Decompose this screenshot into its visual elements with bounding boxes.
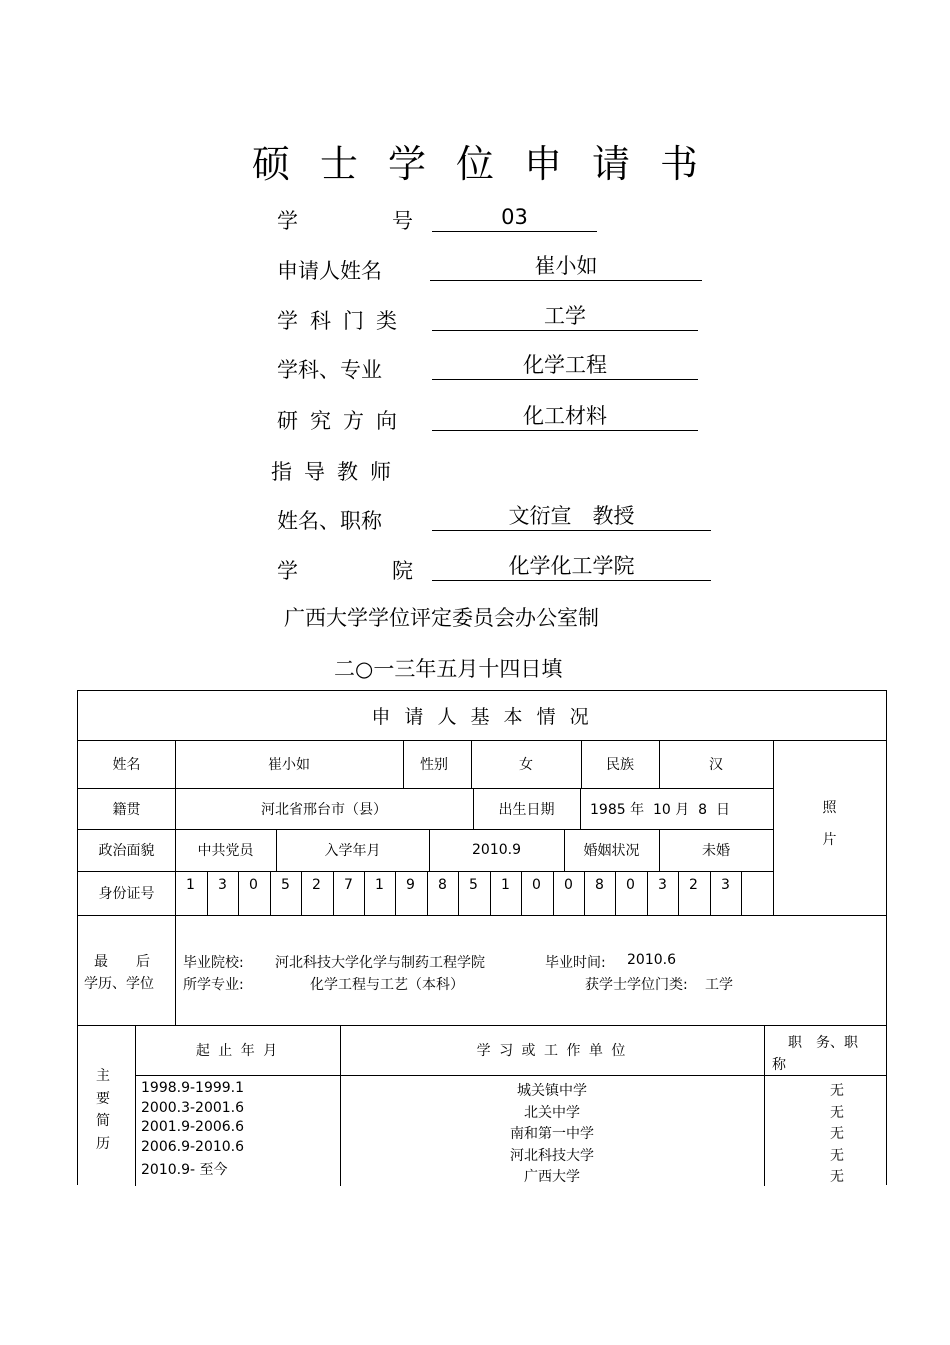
major-value: 化学工程与工艺（本科）	[310, 977, 464, 993]
marital-label: 婚姻状况	[583, 843, 640, 859]
fill-date: 二○一三年五月十四日填	[334, 657, 563, 681]
id-digit: 3	[658, 877, 667, 893]
id-digit: 2	[689, 877, 698, 893]
section-title: 申 请 人 基 本 情 况	[371, 706, 593, 728]
major-label: 所学专业:	[183, 977, 244, 993]
field-label-school: 学 院	[277, 559, 413, 583]
col-title-header-1: 职 务、职	[788, 1035, 858, 1051]
field-label-supervisor: 指导教师	[271, 460, 403, 484]
resume-title: 无	[830, 1083, 844, 1099]
degree-label: 获学士学位门类:	[585, 977, 688, 993]
ethnic-value: 汉	[709, 757, 723, 773]
id-digit: 0	[564, 877, 573, 893]
resume-period: 2000.3-2001.6	[141, 1100, 245, 1116]
resume-unit: 南和第一中学	[510, 1126, 594, 1142]
id-digit: 5	[469, 877, 478, 893]
political-value: 中共党员	[197, 843, 254, 859]
school-label: 毕业院校:	[183, 955, 244, 971]
col-period-header: 起 止 年 月	[195, 1043, 280, 1059]
field-label-research-direction: 研究方向	[277, 409, 409, 433]
grad-time-label: 毕业时间:	[545, 955, 606, 971]
field-value-school: 化学化工学院	[432, 553, 711, 581]
resume-title: 无	[830, 1169, 844, 1185]
issuer-line: 广西大学学位评定委员会办公室制	[284, 606, 599, 630]
id-digit: 2	[312, 877, 321, 893]
field-value-supervisor-name: 文衍宣 教授	[432, 503, 711, 531]
resume-unit: 河北科技大学	[510, 1148, 594, 1164]
resume-unit: 北关中学	[524, 1105, 580, 1121]
resume-period: 1998.9-1999.1	[141, 1080, 245, 1096]
id-digit: 0	[249, 877, 258, 893]
resume-label-char: 要	[96, 1091, 110, 1107]
id-digit: 1	[186, 877, 195, 893]
document-title: 硕士学位申请书	[251, 142, 728, 186]
col-unit-header: 学 习 或 工 作 单 位	[476, 1043, 628, 1059]
marital-value: 未婚	[702, 843, 730, 859]
field-value-student-id: 03	[432, 204, 597, 232]
resume-unit: 广西大学	[524, 1169, 580, 1185]
field-value-major: 化学工程	[432, 352, 698, 380]
field-label-major: 学科、专业	[277, 358, 382, 382]
id-digit: 7	[344, 877, 353, 893]
resume-unit: 城关镇中学	[517, 1083, 587, 1099]
id-digit: 1	[375, 877, 384, 893]
name-label: 姓名	[112, 757, 141, 773]
degree-value: 工学	[705, 977, 733, 993]
field-label-discipline: 学科门类	[277, 309, 409, 333]
id-digit: 8	[438, 877, 447, 893]
id-digit: 9	[406, 877, 415, 893]
birth-label: 出生日期	[498, 801, 555, 818]
photo-label-1: 照	[822, 800, 837, 816]
field-label-applicant-name: 申请人姓名	[277, 259, 382, 283]
resume-title: 无	[830, 1105, 844, 1121]
edu-label-2: 学历、学位	[84, 976, 154, 992]
col-title-header-2: 称	[772, 1057, 786, 1073]
id-digit: 0	[532, 877, 541, 893]
school-value: 河北科技大学化学与制药工程学院	[275, 955, 485, 971]
enroll-label: 入学年月	[324, 843, 381, 859]
field-value-research-direction: 化工材料	[432, 403, 698, 431]
enroll-value: 2010.9	[472, 842, 521, 858]
origin-label: 籍贯	[112, 801, 141, 818]
resume-label-char: 主	[96, 1068, 110, 1084]
grad-time-value: 2010.6	[627, 952, 676, 968]
resume-period: 2010.9- 至今	[141, 1162, 228, 1178]
id-label: 身份证号	[98, 886, 155, 902]
name-value: 崔小如	[268, 757, 310, 773]
id-digit: 8	[595, 877, 604, 893]
resume-title: 无	[830, 1148, 844, 1164]
resume-label-char: 历	[96, 1136, 110, 1152]
id-digit: 1	[501, 877, 510, 893]
field-label-supervisor-name: 姓名、职称	[277, 509, 382, 533]
resume-period: 2006.9-2010.6	[141, 1139, 245, 1155]
field-label-student-id: 学 号	[277, 209, 413, 233]
resume-period: 2001.9-2006.6	[141, 1119, 245, 1135]
applicant-info-table	[77, 690, 887, 1185]
id-digit: 5	[281, 877, 290, 893]
resume-label-char: 简	[96, 1113, 110, 1129]
gender-label: 性别	[420, 757, 448, 773]
id-digit: 0	[626, 877, 635, 893]
field-value-discipline: 工学	[432, 303, 698, 331]
origin-value: 河北省邢台市（县）	[261, 801, 387, 818]
id-digit: 3	[218, 877, 227, 893]
birth-value: 1985 年 10 月 8 日	[590, 801, 730, 818]
ethnic-label: 民族	[606, 757, 634, 773]
political-label: 政治面貌	[98, 843, 155, 859]
resume-title: 无	[830, 1126, 844, 1142]
gender-value: 女	[519, 757, 533, 773]
photo-label-2: 片	[822, 832, 837, 848]
field-value-applicant-name: 崔小如	[430, 253, 702, 281]
id-digit: 3	[721, 877, 730, 893]
edu-label-1: 最 后	[94, 954, 150, 970]
